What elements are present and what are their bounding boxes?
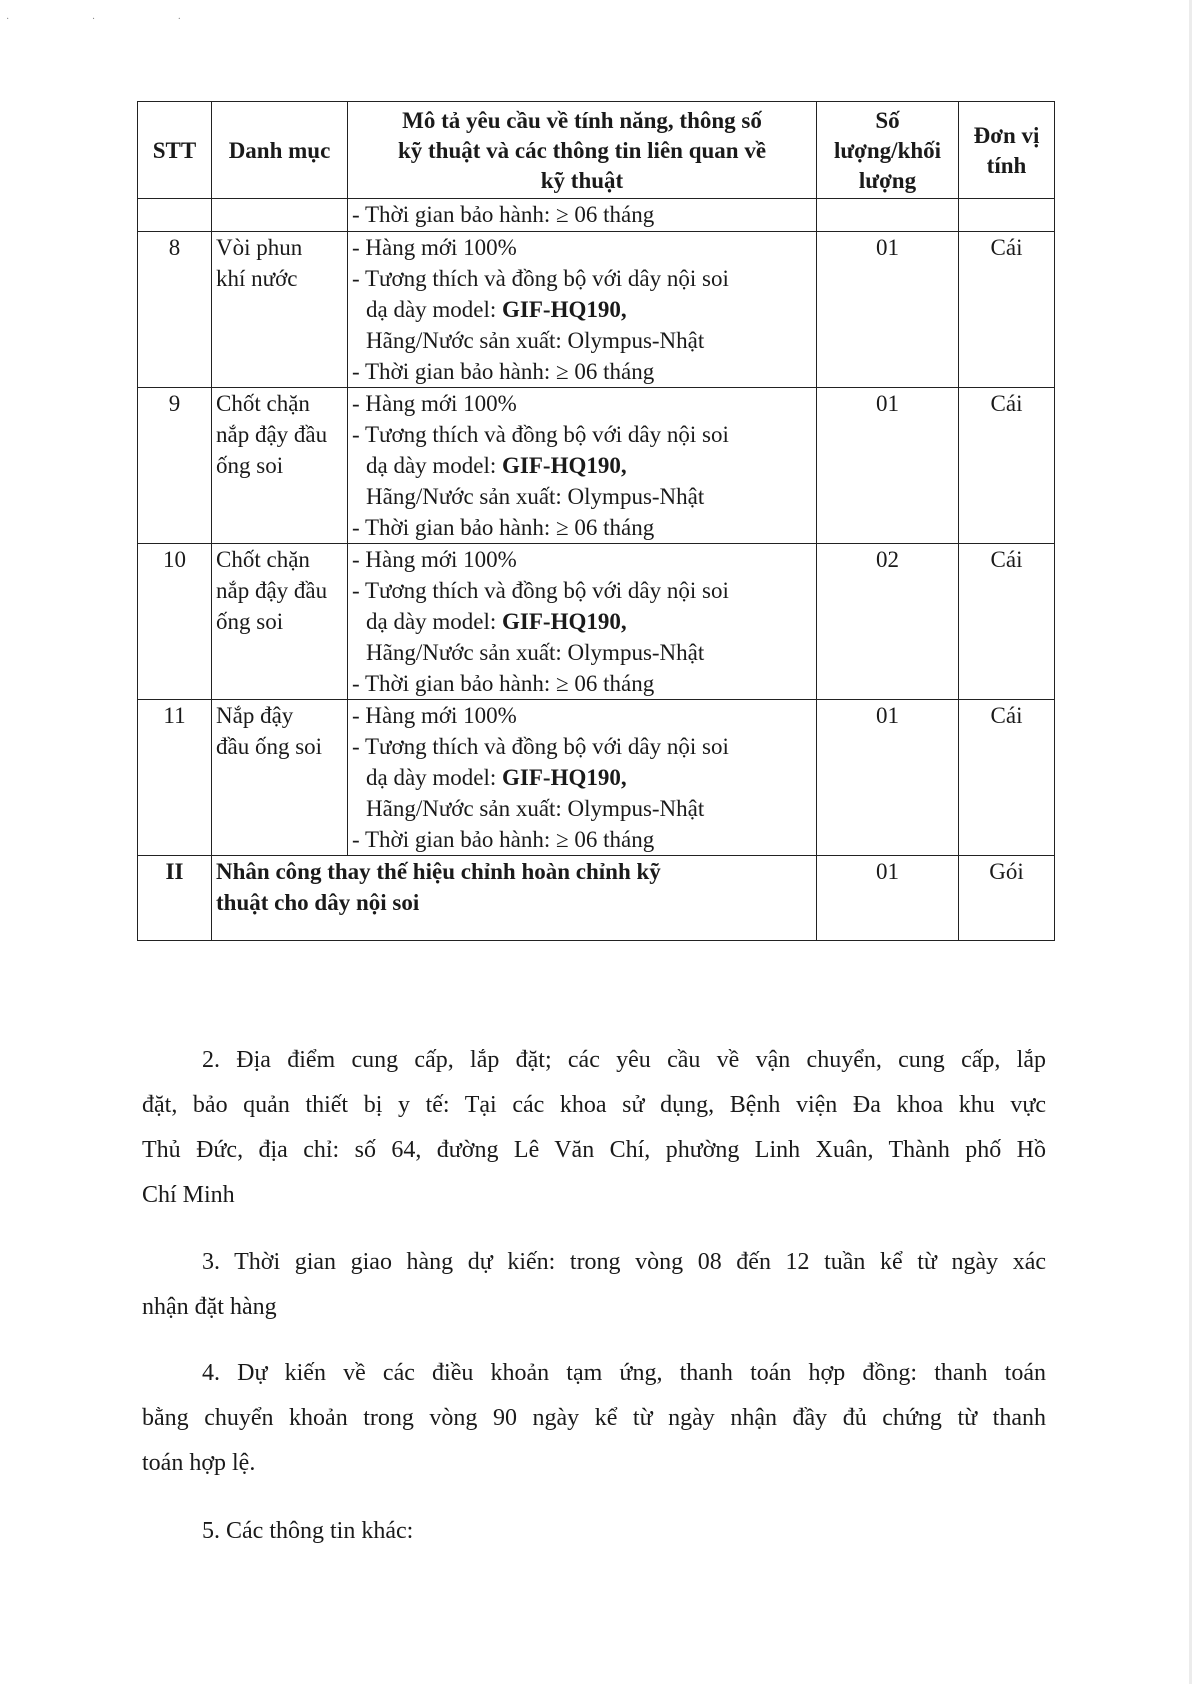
header-description: Mô tả yêu cầu về tính năng, thông số kỹ thuật và các thông tin liên quan về kỹ thuật: [348, 102, 817, 199]
row-quantity: 01: [817, 388, 959, 544]
spec-table: [137, 101, 1055, 941]
row-unit: Cái: [959, 700, 1055, 856]
row-stt: 10: [138, 544, 212, 700]
paragraph-payment-terms: 4. Dự kiến về các điều khoản tạm ứng, thanh toán hợp đồng: thanh toán bằng chuyển khoản trong vòng 90 ngày kể từ ngày nhận đầy đủ chứng từ thanh toán hợp lệ.: [142, 1360, 1046, 1476]
row-stt: 8: [138, 232, 212, 388]
header-unit: Đơn vị tính: [959, 102, 1055, 199]
model-name: GIF-HQ190,: [502, 453, 627, 478]
row-description: - Hàng mới 100% - Tương thích và đồng bộ với dây nội soi dạ dày model: GIF-HQ190, Hãng/Nước sản xuất: Olympus-Nhật - Thời gian bảo hành: ≥ 06 tháng: [348, 544, 817, 700]
table-row: [138, 199, 1055, 232]
row-category: Chốt chặn nắp đậy đầu ống soi: [212, 388, 348, 544]
model-name: GIF-HQ190,: [502, 297, 627, 322]
header-quantity: Số lượng/khối lượng: [817, 102, 959, 199]
header-stt: STT: [138, 102, 212, 199]
header-category: Danh mục: [212, 102, 348, 199]
row-unit: Cái: [959, 232, 1055, 388]
row-description: - Hàng mới 100% - Tương thích và đồng bộ với dây nội soi dạ dày model: GIF-HQ190, Hãng/Nước sản xuất: Olympus-Nhật - Thời gian bảo hành: ≥ 06 tháng: [348, 232, 817, 388]
row-stt: 9: [138, 388, 212, 544]
paragraph-delivery-time: 3. Thời gian giao hàng dự kiến: trong vòng 08 đến 12 tuần kể từ ngày xác nhận đặt hàng: [142, 1249, 1046, 1320]
section-title: Nhân công thay thế hiệu chỉnh hoàn chỉnh kỹ thuật cho dây nội soi: [212, 856, 817, 941]
continuation-warranty: - Thời gian bảo hành: ≥ 06 tháng: [348, 199, 817, 232]
row-unit: Cái: [959, 544, 1055, 700]
section-unit: Gói: [959, 856, 1055, 941]
table-row: [138, 544, 1055, 700]
row-description: - Hàng mới 100% - Tương thích và đồng bộ với dây nội soi dạ dày model: GIF-HQ190, Hãng/Nước sản xuất: Olympus-Nhật - Thời gian bảo hành: ≥ 06 tháng: [348, 388, 817, 544]
row-category: Vòi phun khí nước: [212, 232, 348, 388]
table-header-row: [138, 102, 1055, 199]
row-description: - Hàng mới 100% - Tương thích và đồng bộ với dây nội soi dạ dày model: GIF-HQ190, Hãng/Nước sản xuất: Olympus-Nhật - Thời gian bảo hành: ≥ 06 tháng: [348, 700, 817, 856]
paragraph-other-info: 5. Các thông tin khác:: [202, 1518, 414, 1544]
table-row: [138, 388, 1055, 544]
row-category: Chốt chặn nắp đậy đầu ống soi: [212, 544, 348, 700]
section-row: [138, 856, 1055, 941]
row-quantity: 01: [817, 700, 959, 856]
section-quantity: 01: [817, 856, 959, 941]
row-category: Nắp đậy đầu ống soi: [212, 700, 348, 856]
table-row: [138, 232, 1055, 388]
scan-specks: · · ·: [6, 14, 221, 25]
model-name: GIF-HQ190,: [502, 765, 627, 790]
section-stt: II: [138, 856, 212, 941]
row-unit: Cái: [959, 388, 1055, 544]
table-row: [138, 700, 1055, 856]
model-name: GIF-HQ190,: [502, 609, 627, 634]
row-stt: 11: [138, 700, 212, 856]
paragraph-delivery-location: 2. Địa điểm cung cấp, lắp đặt; các yêu cầu về vận chuyển, cung cấp, lắp đặt, bảo quản thiết bị y tế: Tại các khoa sử dụng, Bệnh viện Đa khoa khu vực Thủ Đức, địa chỉ: số 64, đường Lê Văn Chí, phường Linh Xuân, Thành phố Hồ Chí Minh: [142, 1047, 1046, 1208]
row-quantity: 02: [817, 544, 959, 700]
row-quantity: 01: [817, 232, 959, 388]
